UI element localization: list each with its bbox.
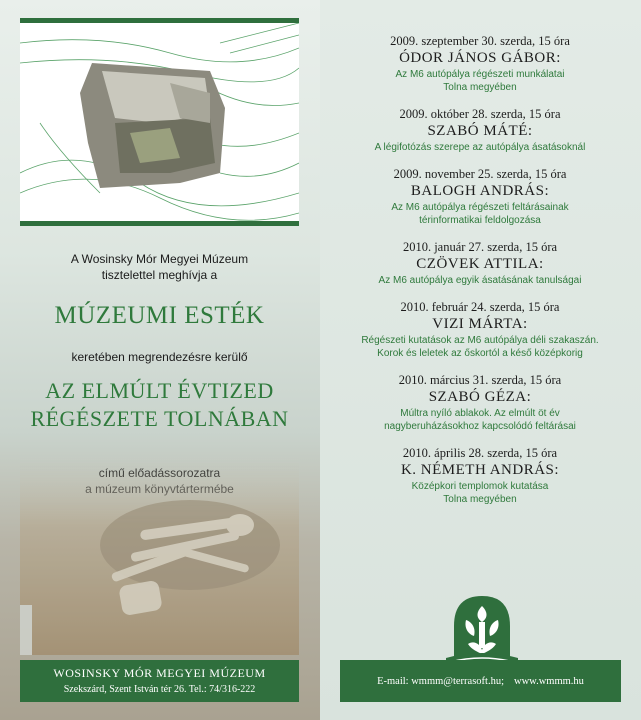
event-topic: nagyberuházásokhoz kapcsolódó feltárásai xyxy=(384,421,576,432)
event-topic: Az M6 autópálya egyik ásatásának tanulságai xyxy=(378,275,582,286)
event-topic: Középkori templomok kutatása xyxy=(411,481,549,492)
event-topic: Az M6 autópálya régészeti munkálatai xyxy=(395,69,565,80)
event-date: 2009. szeptember 30. szerda, 15 óra xyxy=(390,34,570,48)
event-speaker: CZÖVEK ATTILA: xyxy=(416,256,544,272)
contact-footer xyxy=(340,660,621,702)
events-schedule xyxy=(340,34,620,519)
event-speaker: VIZI MÁRTA: xyxy=(432,316,528,332)
event-topic: Korok és leletek az őskortól a késő középkorig xyxy=(377,348,583,359)
website-link[interactable]: www.wmmm.hu xyxy=(514,675,584,687)
event-topic: Régészeti kutatások az M6 autópálya déli szakaszán. xyxy=(361,335,599,346)
event-speaker: K. NÉMETH ANDRÁS: xyxy=(400,462,560,478)
aerial-site-image xyxy=(20,18,299,226)
museum-footer xyxy=(20,660,299,702)
event-speaker: ÓDOR JÁNOS GÁBOR: xyxy=(399,50,561,66)
event-topic: A légifotózás szerepe az autópálya ásatásoknál xyxy=(374,142,586,153)
event-item xyxy=(340,167,620,227)
event-date: 2009. november 25. szerda, 15 óra xyxy=(393,167,567,181)
museum-address: Szekszárd, Szent István tér 26. Tel.: 74/316-222 xyxy=(63,684,256,695)
event-date: 2010. február 24. szerda, 15 óra xyxy=(400,300,560,314)
event-speaker: BALOGH ANDRÁS: xyxy=(410,183,550,199)
event-date: 2010. április 28. szerda, 15 óra xyxy=(402,446,558,460)
event-item xyxy=(340,373,620,433)
event-topic: Tolna megyében xyxy=(443,494,517,505)
excavation-skeleton-image xyxy=(20,455,299,655)
series-title-2: RÉGÉSZETE TOLNÁBAN xyxy=(30,406,289,431)
event-topic: Múltra nyíló ablakok. Az elmúlt öt év xyxy=(400,408,560,419)
event-date: 2009. október 28. szerda, 15 óra xyxy=(399,107,561,121)
event-topic: Az M6 autópálya régészeti feltárásainak xyxy=(391,202,569,213)
event-title: MÚZEUMI ESTÉK xyxy=(54,302,265,329)
event-speaker: SZABÓ MÁTÉ: xyxy=(427,123,533,139)
event-date: 2010. január 27. szerda, 15 óra xyxy=(402,240,558,254)
event-item xyxy=(340,300,620,360)
event-speaker: SZABÓ GÉZA: xyxy=(428,389,532,405)
event-topic: Tolna megyében xyxy=(443,82,517,93)
series-title-1: AZ ELMÚLT ÉVTIZED xyxy=(45,378,274,403)
event-topic: térinformatikai feldolgozása xyxy=(419,215,541,226)
event-item xyxy=(340,446,620,506)
event-item xyxy=(340,240,620,287)
invitation-line-1: A Wosinsky Mór Megyei Múzeum xyxy=(70,252,249,266)
event-item xyxy=(340,107,620,154)
email-link[interactable]: E-mail: wmmm@terrasoft.hu; xyxy=(377,675,504,687)
museum-name: WOSINSKY MÓR MEGYEI MÚZEUM xyxy=(53,666,266,680)
left-panel xyxy=(0,0,320,720)
event-item xyxy=(340,34,620,94)
invitation-line-3: keretében megrendezésre kerülő xyxy=(71,350,248,364)
event-date: 2010. március 31. szerda, 15 óra xyxy=(398,373,562,387)
museum-logo-icon xyxy=(446,592,518,670)
invitation-line-2: tisztelettel meghívja a xyxy=(101,268,218,282)
